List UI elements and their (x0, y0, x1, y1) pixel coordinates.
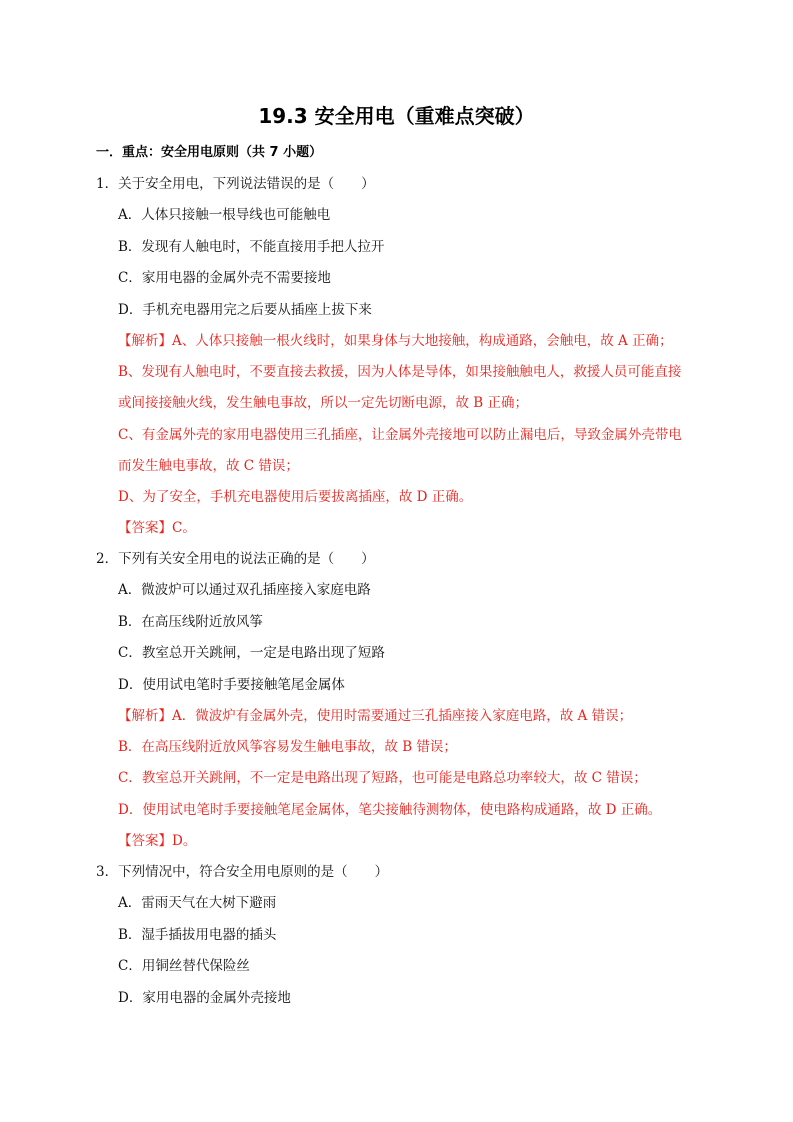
question-3-option-b: B．湿手插拔用电器的插头 (118, 927, 277, 943)
question-2-option-c: C．教室总开关跳闸，一定是电路出现了短路 (118, 645, 385, 661)
analysis-text: A、人体只接触一根火线时，如果身体与大地接触，构成通路，会触电，故 A 正确； (172, 333, 673, 349)
question-1-analysis-line-5: 而发生触电事故，故 C 错误； (118, 458, 299, 474)
page-title: 19.3 安全用电（重难点突破） (258, 104, 535, 128)
question-3-option-c: C．用铜丝替代保险丝 (118, 958, 250, 974)
question-1-option-d: D．手机充电器用完之后要从插座上拔下来 (118, 302, 372, 318)
question-2-stem: 2．下列有关安全用电的说法正确的是（ ） (96, 551, 375, 567)
question-1-answer (118, 518, 196, 538)
answer-value: D。 (172, 833, 197, 849)
question-2-option-b: B．在高压线附近放风筝 (118, 614, 263, 630)
question-2-option-d: D．使用试电笔时手要接触笔尾金属体 (118, 677, 345, 693)
question-1-option-b: B．发现有人触电时，不能直接用手把人拉开 (118, 239, 385, 255)
analysis-text: A．微波炉有金属外壳，使用时需要通过三孔插座接入家庭电路，故 A 错误； (172, 708, 633, 724)
question-1-analysis-line-1 (118, 331, 673, 351)
question-2-analysis-line-4: D．使用试电笔时手要接触笔尾金属体，笔尖接触待测物体，使电路构成通路，故 D 正确。 (118, 802, 662, 818)
section-heading: 一．重点：安全用电原则（共 7 小题） (96, 145, 323, 160)
question-1-analysis-line-6: D、为了安全，手机充电器使用后要拔离插座，故 D 正确。 (118, 489, 473, 505)
question-3-option-d: D．家用电器的金属外壳接地 (118, 990, 291, 1006)
question-2-answer (118, 831, 196, 851)
analysis-tag: 【解析】 (118, 708, 172, 724)
question-3-stem: 3．下列情况中，符合安全用电原则的是（ ） (96, 864, 389, 880)
answer-tag: 【答案】 (118, 833, 172, 849)
question-1-option-c: C．家用电器的金属外壳不需要接地 (118, 270, 331, 286)
question-2-option-a: A．微波炉可以通过双孔插座接入家庭电路 (118, 582, 371, 598)
question-1-analysis-line-3: 或间接接触火线，发生触电事故，所以一定先切断电源，故 B 正确； (118, 395, 529, 411)
question-1-stem: 1．关于安全用电，下列说法错误的是（ ） (96, 176, 375, 192)
question-1-option-a: A．人体只接触一根导线也可能触电 (118, 207, 331, 223)
question-2-analysis-line-3: C．教室总开关跳闸，不一定是电路出现了短路，也可能是电路总功率较大，故 C 错误； (118, 770, 647, 786)
question-3-option-a: A．雷雨天气在大树下避雨 (118, 895, 277, 911)
analysis-tag: 【解析】 (118, 333, 172, 349)
answer-value: C。 (172, 520, 196, 536)
answer-tag: 【答案】 (118, 520, 172, 536)
question-2-analysis-line-2: B．在高压线附近放风筝容易发生触电事故，故 B 错误； (118, 739, 457, 755)
question-1-analysis-line-2: B、发现有人触电时，不要直接去救援，因为人体是导体，如果接触触电人，救援人员可能直接 (118, 364, 682, 380)
question-1-analysis-line-4: C、有金属外壳的家用电器使用三孔插座，让金属外壳接地可以防止漏电后，导致金属外壳带电 (118, 427, 682, 443)
question-2-analysis-line-1 (118, 706, 632, 726)
